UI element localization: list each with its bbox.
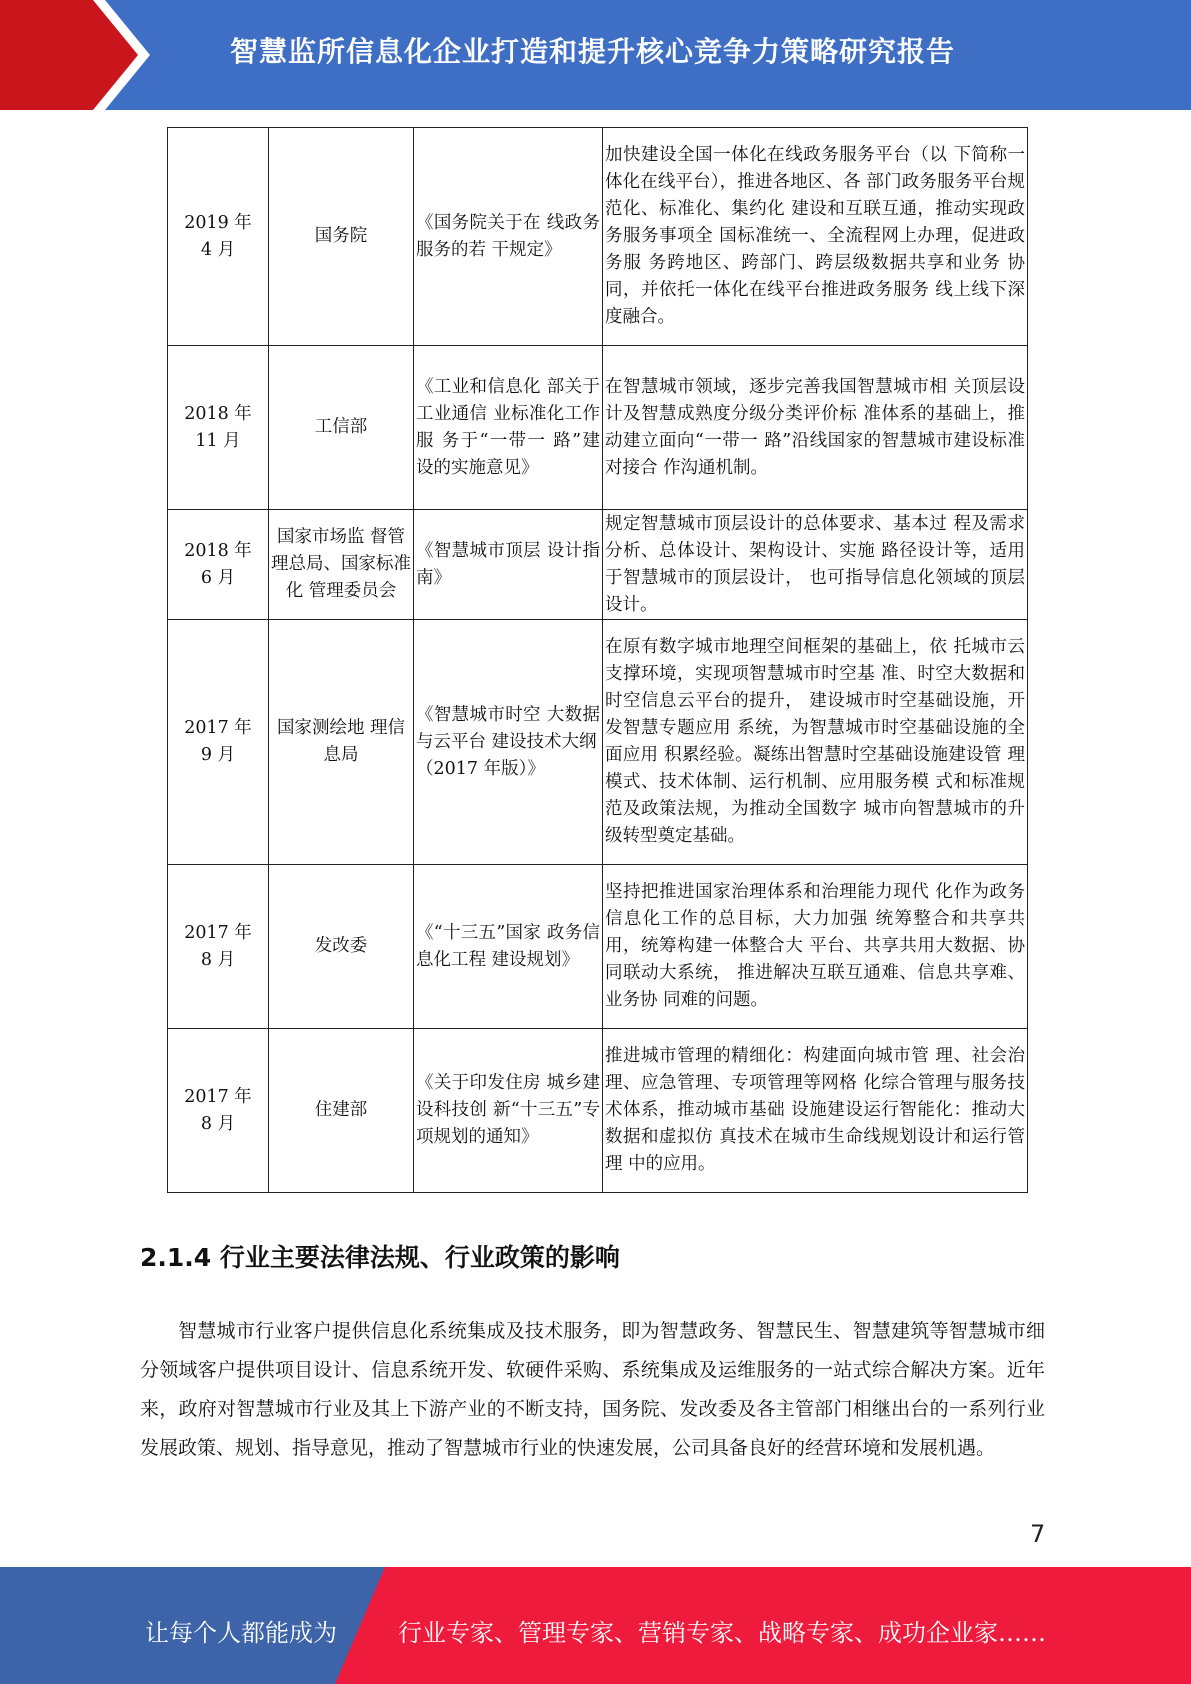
table-row	[168, 620, 1028, 865]
org-cell: 工信部	[269, 346, 414, 510]
org-cell: 发改委	[269, 865, 414, 1029]
document-cell: 《关于印发住房 城乡建设科技创 新“十三五”专 项规划的通知》	[414, 1029, 603, 1193]
date-cell: 2019 年 4 月	[168, 128, 269, 346]
content-cell: 规定智慧城市顶层设计的总体要求、基本过 程及需求分析、总体设计、架构设计、实施 路径设计等，适用于智慧城市的顶层设计， 也可指导信息化领域的顶层设计。	[603, 510, 1028, 620]
content-cell: 坚持把推进国家治理体系和治理能力现代 化作为政务信息化工作的总目标，大力加强 统筹整合和共享共用，统筹构建一体整合大 平台、共享共用大数据、协同联动大系统， 推进解决互联互通难、信息共享难、业务协 同难的问题。	[603, 865, 1028, 1029]
document-cell: 《工业和信息化 部关于工业通信 业标准化工作服 务于“一带一 路”建设的实施意见》	[414, 346, 603, 510]
date-cell: 2017 年 8 月	[168, 1029, 269, 1193]
org-cell: 国家测绘地 理信息局	[269, 620, 414, 865]
document-cell: 《智慧城市时空 大数据与云平台 建设技术大纲 （2017 年版）》	[414, 620, 603, 865]
date-cell: 2017 年 8 月	[168, 865, 269, 1029]
policy-table	[167, 127, 1028, 1193]
document-cell: 《国务院关于在 线政务服务的若 干规定》	[414, 128, 603, 346]
body-paragraph: 智慧城市行业客户提供信息化系统集成及技术服务，即为智慧政务、智慧民生、智慧建筑等智慧城市细分领域客户提供项目设计、信息系统开发、软硬件采购、系统集成及运维服务的一站式综合解决方案。近年来，政府对智慧城市行业及其上下游产业的不断支持，国务院、发改委及各主管部门相继出台的一系列行业发展政策、规划、指导意见，推动了智慧城市行业的快速发展，公司具备良好的经营环境和发展机遇。	[140, 1320, 1045, 1459]
content-cell: 在原有数字城市地理空间框架的基础上，依 托城市云支撑环境，实现项智慧城市时空基 准、时空大数据和时空信息云平台的提升， 建设城市时空基础设施，开发智慧专题应用 系统，为智慧城市时空基础设施的全面应用 积累经验。凝练出智慧时空基础设施建设管 理模式、技术体制、运行机制、应用服务模 式和标准规范及政策法规，为推动全国数字 城市向智慧城市的升级转型奠定基础。	[603, 620, 1028, 865]
content-cell: 加快建设全国一体化在线政务服务平台（以 下简称一体化在线平台），推进各地区、各 部门政务服务平台规范化、标准化、集约化 建设和互联互通，推动实现政务服务事项全 国标准统一、全流程网上办理，促进政务服 务跨地区、跨部门、跨层级数据共享和业务 协同，并依托一体化在线平台推进政务服务 线上线下深度融合。	[603, 128, 1028, 346]
org-cell: 国家市场监 督管理总局、国家标准化 管理委员会	[269, 510, 414, 620]
document-cell: 《“十三五”国家 政务信息化工程 建设规划》	[414, 865, 603, 1029]
org-cell: 住建部	[269, 1029, 414, 1193]
content-cell: 在智慧城市领域，逐步完善我国智慧城市相 关顶层设计及智慧成熟度分级分类评价标 准体系的基础上，推动建立面向“一带一 路”沿线国家的智慧城市建设标准对接合 作沟通机制。	[603, 346, 1028, 510]
table-row	[168, 510, 1028, 620]
report-title: 智慧监所信息化企业打造和提升核心竞争力策略研究报告	[230, 35, 956, 68]
table-row	[168, 128, 1028, 346]
table-row	[168, 346, 1028, 510]
page-number: 7	[1030, 1520, 1046, 1548]
section-heading: 2.1.4 行业主要法律法规、行业政策的影响	[140, 1243, 620, 1272]
date-cell: 2018 年 6 月	[168, 510, 269, 620]
table-row	[168, 1029, 1028, 1193]
table-row	[168, 865, 1028, 1029]
footer-slogan-left: 让每个人都能成为	[145, 1619, 337, 1647]
header-red-chevron	[0, 0, 150, 110]
page-footer	[0, 1567, 1191, 1684]
footer-slogan-right: 行业专家、管理专家、营销专家、战略专家、成功企业家……	[398, 1619, 1046, 1647]
page-header	[0, 0, 1191, 110]
document-cell: 《智慧城市顶层 设计指南》	[414, 510, 603, 620]
content-cell: 推进城市管理的精细化：构建面向城市管 理、社会治理、应急管理、专项管理等网格 化综合管理与服务技术体系，推动城市基础 设施建设运行智能化：推动大数据和虚拟仿 真技术在城市生命线规划设计和运行管理 中的应用。	[603, 1029, 1028, 1193]
date-cell: 2018 年 11 月	[168, 346, 269, 510]
date-cell: 2017 年 9 月	[168, 620, 269, 865]
org-cell: 国务院	[269, 128, 414, 346]
